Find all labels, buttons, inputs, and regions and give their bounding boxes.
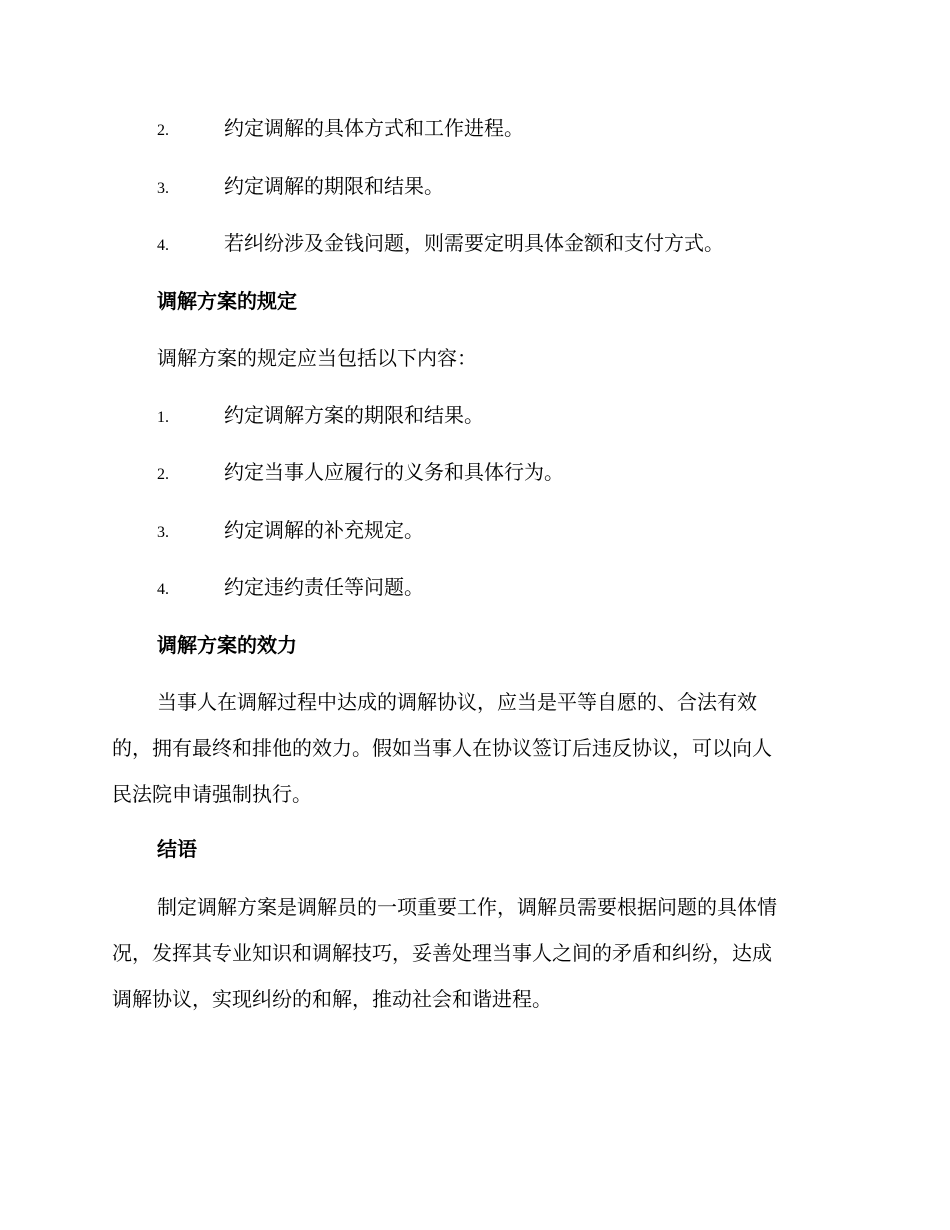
list-text: 约定当事人应履行的义务和具体行为。 — [224, 460, 564, 484]
paragraph-line: 民法院申请强制执行。 — [112, 782, 312, 806]
section-heading-effect: 调解方案的效力 — [157, 633, 297, 657]
list-number: 3. — [157, 524, 169, 541]
list-number: 4. — [157, 237, 169, 254]
paragraph-line: 制定调解方案是调解员的一项重要工作，调解员需要根据问题的具体情 — [157, 895, 777, 919]
section-heading-rules: 调解方案的规定 — [157, 289, 297, 313]
list-number: 3. — [157, 180, 169, 197]
paragraph-line: 的，拥有最终和排他的效力。假如当事人在协议签订后违反协议，可以向人 — [112, 736, 772, 760]
paragraph-line: 当事人在调解过程中达成的调解协议，应当是平等自愿的、合法有效 — [157, 690, 757, 714]
list-text: 约定调解的期限和结果。 — [224, 174, 444, 198]
list-number: 4. — [157, 581, 169, 598]
list-item — [157, 113, 524, 143]
paragraph-line: 况，发挥其专业知识和调解技巧，妥善处理当事人之间的矛盾和纠纷，达成 — [112, 941, 772, 965]
list-number: 2. — [157, 466, 169, 483]
list-item — [157, 228, 724, 258]
list-text: 约定调解的具体方式和工作进程。 — [224, 116, 524, 140]
list-item — [157, 400, 484, 430]
paragraph-line: 调解协议，实现纠纷的和解，推动社会和谐进程。 — [112, 987, 552, 1011]
list-item — [157, 515, 424, 545]
section-heading-conclusion: 结语 — [157, 837, 197, 861]
list-text: 约定违约责任等问题。 — [224, 575, 424, 599]
list-number: 2. — [157, 122, 169, 139]
list-item — [157, 457, 564, 487]
list-text: 约定调解方案的期限和结果。 — [224, 403, 484, 427]
section-intro: 调解方案的规定应当包括以下内容： — [157, 346, 477, 370]
list-text: 若纠纷涉及金钱问题，则需要定明具体金额和支付方式。 — [224, 231, 724, 255]
list-item — [157, 171, 444, 201]
list-item — [157, 572, 424, 602]
list-number: 1. — [157, 409, 169, 426]
list-text: 约定调解的补充规定。 — [224, 518, 424, 542]
